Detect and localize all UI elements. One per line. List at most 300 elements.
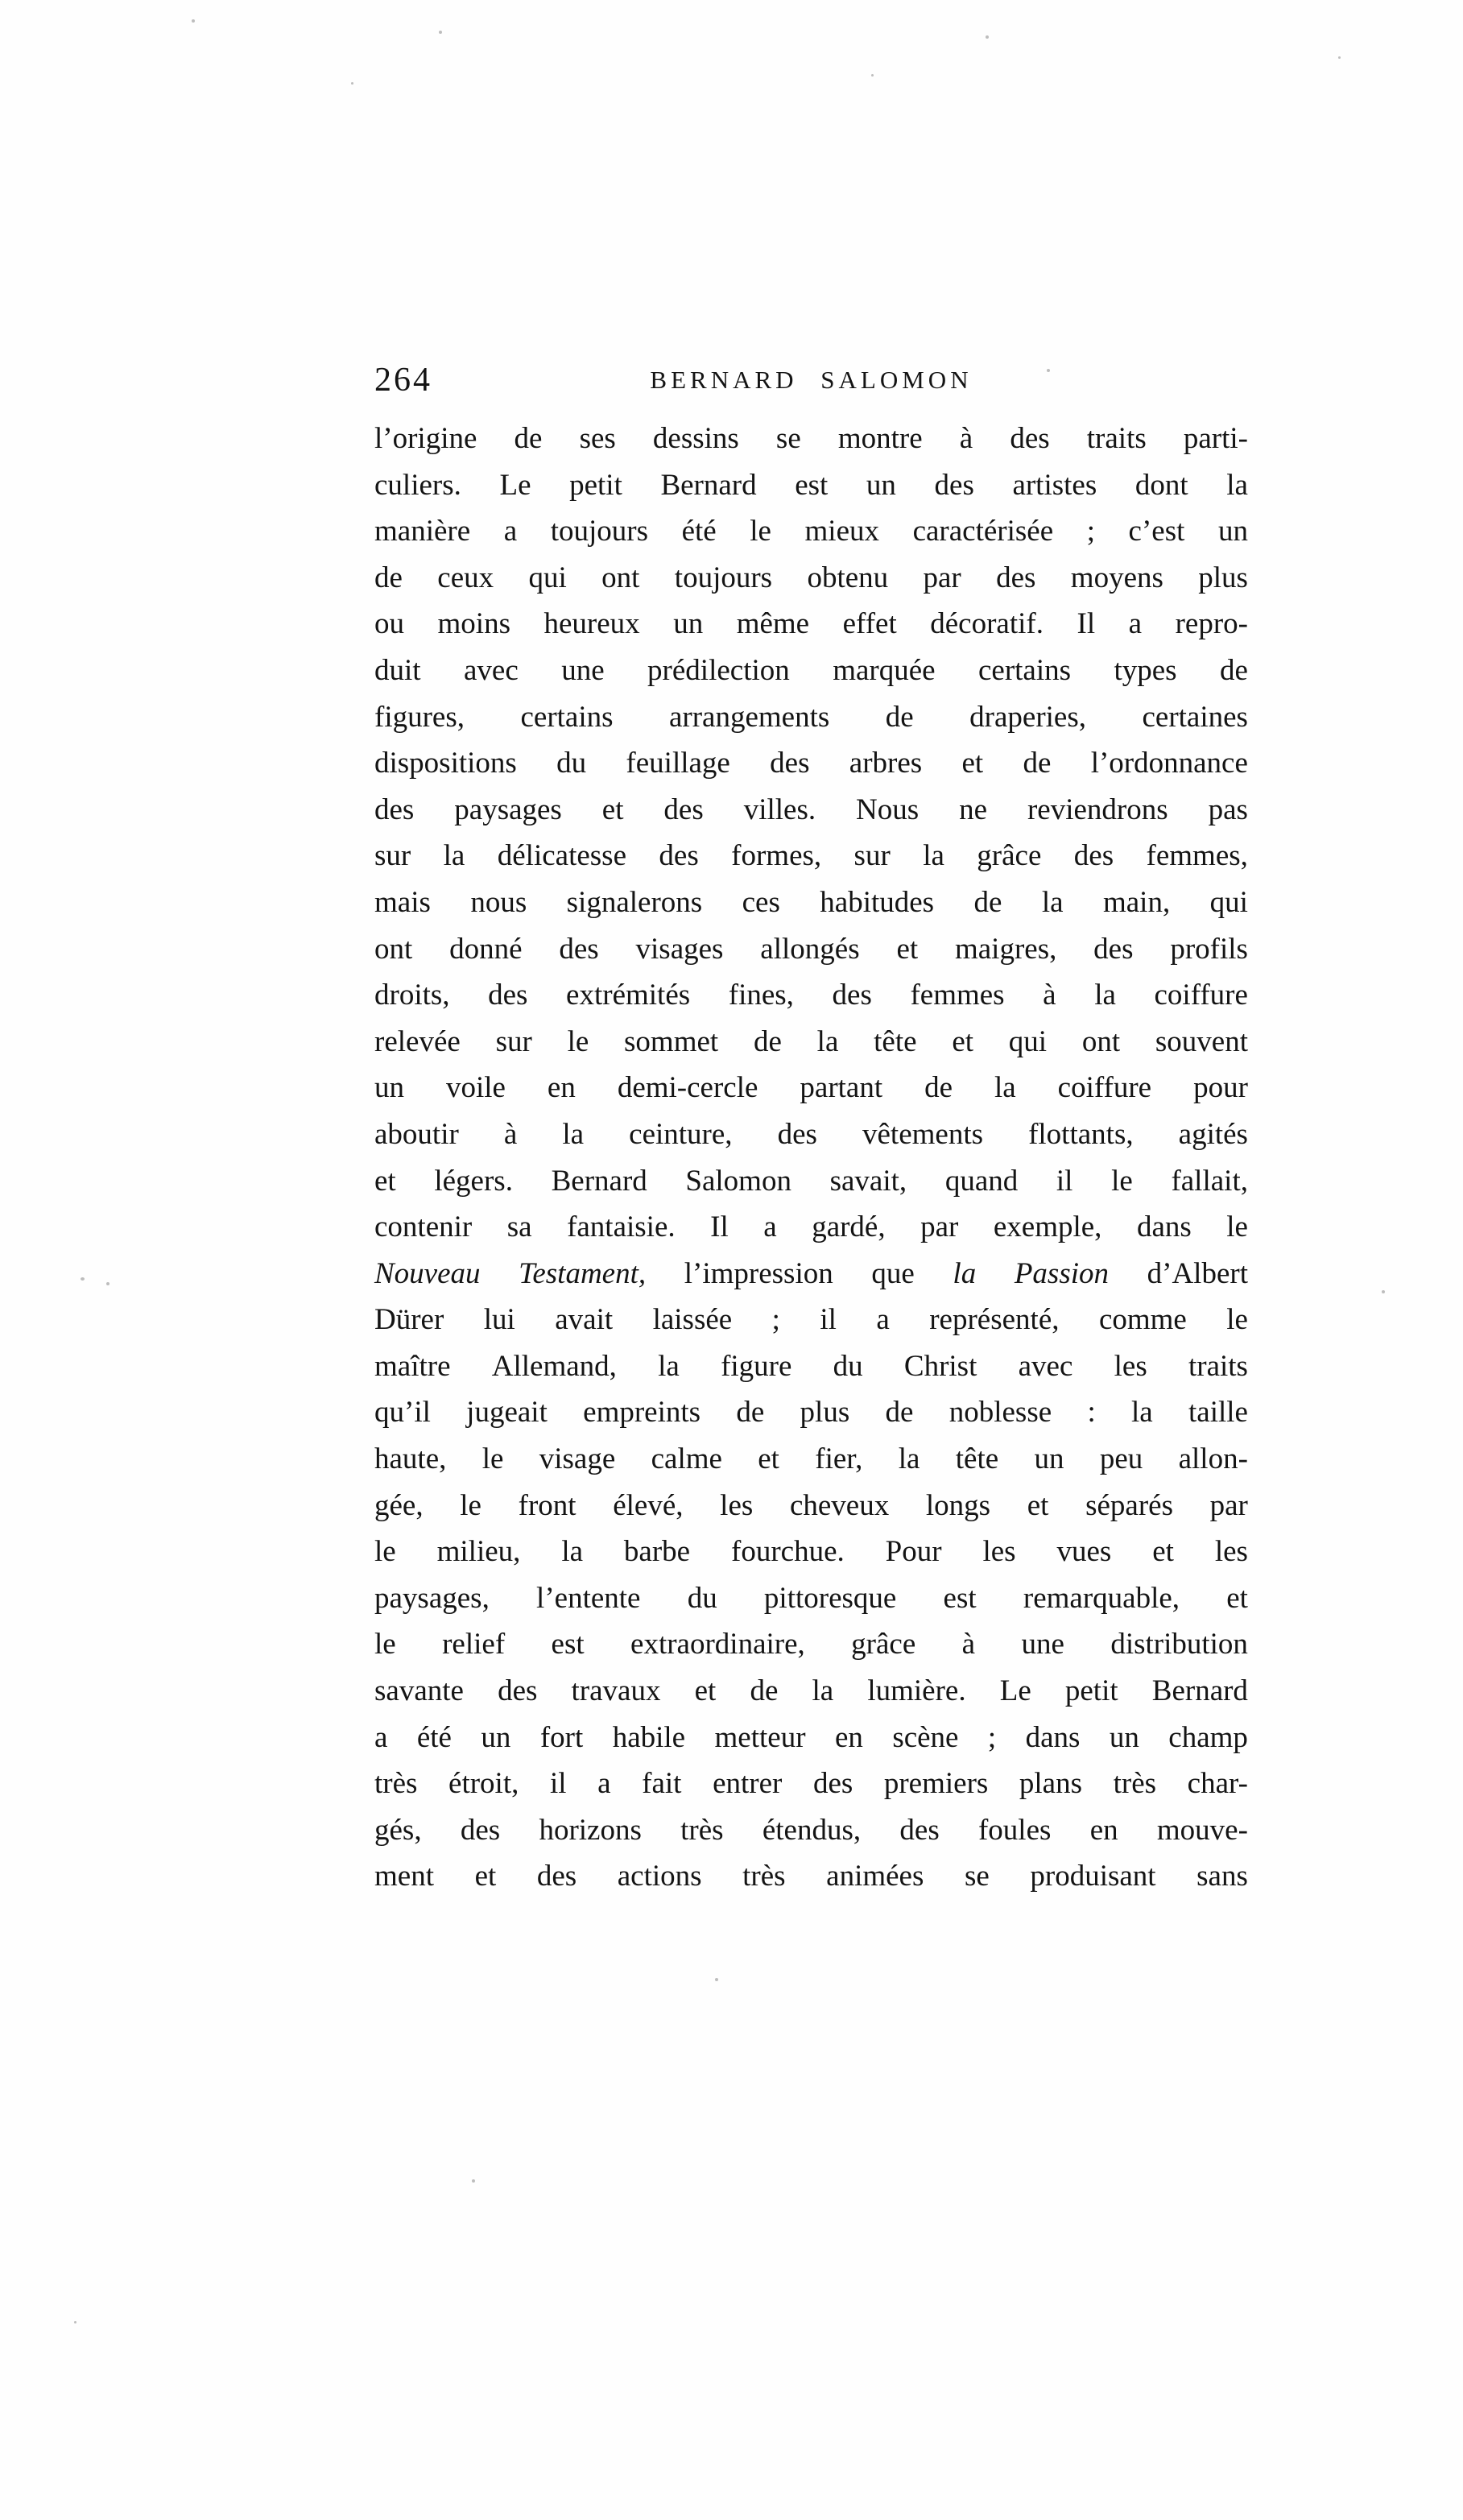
scan-speck <box>74 2321 76 2323</box>
word: la <box>1094 979 1116 1012</box>
word: un <box>1217 515 1248 548</box>
word: dans <box>1136 1210 1192 1244</box>
word: la <box>1226 468 1248 502</box>
word: foules <box>977 1813 1052 1847</box>
word: milieu, <box>436 1535 521 1569</box>
word: longs <box>925 1488 991 1522</box>
word: des <box>663 792 704 826</box>
word: travaux <box>571 1674 661 1708</box>
word: ses <box>579 422 616 455</box>
word: dispositions <box>374 747 517 780</box>
word: des <box>777 1117 817 1151</box>
word: à <box>503 1117 518 1151</box>
word: de <box>973 885 1002 919</box>
scan-speck <box>1338 56 1341 59</box>
word: Il <box>710 1210 729 1244</box>
word: Il <box>1077 607 1096 641</box>
word: le <box>567 1024 589 1058</box>
word: arrangements <box>668 700 830 734</box>
word: des <box>812 1767 853 1801</box>
word: très <box>1113 1767 1157 1801</box>
word: la <box>562 1117 585 1151</box>
word: heureux <box>543 607 640 641</box>
word: un <box>1034 1442 1064 1476</box>
word: produisant <box>1030 1860 1156 1893</box>
word: et <box>1152 1535 1174 1569</box>
word: paysages <box>454 792 562 826</box>
word: nous <box>470 885 527 919</box>
word: aboutir <box>374 1117 459 1151</box>
word: qui <box>528 561 567 594</box>
text-line <box>374 462 1248 509</box>
word: à <box>1043 979 1056 1012</box>
word: extraordinaire, <box>630 1628 805 1661</box>
word: effet <box>842 607 897 641</box>
word: des <box>374 792 415 826</box>
text-line <box>374 555 1248 602</box>
word: Nous <box>856 792 920 826</box>
word: a <box>374 1720 388 1754</box>
text-line <box>374 1251 1248 1297</box>
word: les <box>1114 1349 1147 1383</box>
word: allon- <box>1178 1442 1248 1476</box>
paragraph <box>374 416 1248 1900</box>
word: qui <box>1008 1024 1048 1058</box>
word: par <box>1209 1488 1248 1522</box>
word: un <box>481 1720 511 1754</box>
text-line <box>374 740 1248 787</box>
word: gés, <box>374 1813 422 1847</box>
word: été <box>416 1720 452 1754</box>
word: le <box>750 515 771 548</box>
word: du <box>833 1349 863 1383</box>
word: et <box>694 1674 717 1708</box>
word: grâce <box>977 839 1042 873</box>
word: laissée <box>652 1303 733 1337</box>
text-line <box>374 416 1248 462</box>
text-line <box>374 694 1248 741</box>
word: mieux <box>804 515 879 548</box>
word: a <box>597 1767 611 1801</box>
text-line <box>374 1343 1248 1390</box>
word: sur <box>853 839 891 873</box>
text-line <box>374 1483 1248 1529</box>
word: de <box>1219 653 1248 687</box>
word: moyens <box>1070 561 1163 594</box>
word: la <box>443 839 465 873</box>
scan-speck <box>871 74 874 77</box>
word: paysages, <box>374 1581 490 1615</box>
word: avait <box>555 1303 614 1337</box>
word: feuillage <box>626 747 730 780</box>
word: le <box>374 1628 396 1661</box>
word: la <box>994 1071 1016 1105</box>
word: et <box>1226 1581 1248 1615</box>
word: de <box>753 1024 782 1058</box>
word: obtenu <box>807 561 889 594</box>
text-line <box>374 1019 1248 1066</box>
word: parti- <box>1183 422 1248 455</box>
word: ou <box>374 607 404 641</box>
word: barbe <box>623 1535 691 1569</box>
word: coiffure <box>1154 979 1248 1012</box>
text-line <box>374 1389 1248 1436</box>
word: caractérisée <box>912 515 1054 548</box>
word: dans <box>1025 1720 1081 1754</box>
text-line <box>374 1204 1248 1251</box>
word: délicatesse <box>497 839 626 873</box>
word: vues <box>1056 1535 1112 1569</box>
word: le <box>1111 1164 1133 1198</box>
word: ; <box>771 1303 780 1337</box>
word: des <box>934 468 974 502</box>
word: a <box>876 1303 890 1337</box>
word: une <box>1021 1628 1064 1661</box>
word: représenté, <box>929 1303 1060 1337</box>
word: le <box>481 1442 504 1476</box>
text-line <box>374 1111 1248 1158</box>
word: habitudes <box>820 885 935 919</box>
word: par <box>923 561 961 594</box>
word: des <box>899 1813 940 1847</box>
word: animées <box>826 1860 924 1893</box>
word: figure <box>721 1349 792 1383</box>
word: été <box>681 515 717 548</box>
word: prédilection <box>647 653 790 687</box>
word: a <box>763 1210 777 1244</box>
scan-speck <box>986 35 989 39</box>
word: un <box>673 607 704 641</box>
word: fait <box>642 1767 682 1801</box>
word: exemple, <box>993 1210 1102 1244</box>
page-number: 264 <box>374 362 432 399</box>
word: partant <box>800 1071 883 1105</box>
text-line <box>374 648 1248 694</box>
word: duit <box>374 653 421 687</box>
word: qu’il <box>374 1396 431 1430</box>
word: il <box>1056 1164 1073 1198</box>
word: signalerons <box>566 885 703 919</box>
text-line <box>374 508 1248 555</box>
word: du <box>556 747 587 780</box>
word: vêtements <box>862 1117 984 1151</box>
scan-speck <box>1382 1290 1385 1293</box>
word: ont <box>1081 1024 1121 1058</box>
word: char- <box>1187 1767 1248 1801</box>
word: pas <box>1208 792 1248 826</box>
text-line <box>374 879 1248 926</box>
word: grâce <box>851 1628 916 1661</box>
word: reviendrons <box>1027 792 1168 826</box>
word: par <box>920 1210 959 1244</box>
word: Nouveau <box>374 1256 481 1290</box>
word: séparés <box>1085 1488 1173 1522</box>
word: ne <box>959 792 988 826</box>
word: marquée <box>833 653 936 687</box>
word: est <box>943 1581 977 1615</box>
word: des <box>498 1674 538 1708</box>
word: en <box>1089 1813 1118 1847</box>
word: et <box>474 1860 497 1893</box>
word: front <box>518 1488 577 1522</box>
word: et <box>896 932 919 966</box>
word: des <box>770 747 810 780</box>
word: gardé, <box>812 1210 886 1244</box>
word: décoratif. <box>930 607 1044 641</box>
word: c’est <box>1128 515 1185 548</box>
text-line <box>374 1761 1248 1807</box>
word: flottants, <box>1028 1117 1134 1151</box>
text-line <box>374 833 1248 879</box>
word: visage <box>539 1442 616 1476</box>
word: contenir <box>374 1210 473 1244</box>
text-line <box>374 1436 1248 1483</box>
word: traits <box>1188 1349 1248 1383</box>
word: taille <box>1188 1396 1248 1430</box>
text-line <box>374 1297 1248 1343</box>
word: arbres <box>849 747 923 780</box>
text-block <box>374 361 1248 1900</box>
word: dont <box>1134 468 1188 502</box>
word: ceinture, <box>629 1117 733 1151</box>
word: draperies, <box>969 700 1086 734</box>
scan-speck <box>106 1282 110 1285</box>
word: noblesse <box>948 1396 1052 1430</box>
word: cheveux <box>789 1488 890 1522</box>
word: remarquable, <box>1023 1581 1180 1615</box>
word: fourchue. <box>731 1535 845 1569</box>
word: visages <box>635 932 724 966</box>
word: les <box>982 1535 1016 1569</box>
word: la <box>1131 1396 1153 1430</box>
word: des <box>659 839 699 873</box>
word: certaines <box>1142 700 1248 734</box>
word: droits, <box>374 979 450 1012</box>
scan-speck <box>715 1978 718 1981</box>
word: souvent <box>1155 1024 1248 1058</box>
word: villes. <box>743 792 816 826</box>
word: Passion <box>1014 1256 1110 1290</box>
text-line <box>374 1853 1248 1900</box>
word: maître <box>374 1349 451 1383</box>
text-line <box>374 1529 1248 1575</box>
text-line <box>374 787 1248 834</box>
word: fantaisie. <box>567 1210 676 1244</box>
word: coiffure <box>1057 1071 1152 1105</box>
word: figures, <box>374 700 465 734</box>
word: Bernard <box>660 468 757 502</box>
word: tête <box>874 1024 917 1058</box>
word: des <box>832 979 872 1012</box>
word: le <box>460 1488 481 1522</box>
word: de <box>924 1071 953 1105</box>
word: mais <box>374 885 431 919</box>
word: des <box>488 979 528 1012</box>
word: est <box>551 1628 585 1661</box>
word: et <box>952 1024 974 1058</box>
word: horizons <box>539 1813 642 1847</box>
word: sur <box>374 839 411 873</box>
word: champ <box>1168 1720 1248 1754</box>
word: certains <box>520 700 614 734</box>
word: actions <box>617 1860 702 1893</box>
word: plus <box>1198 561 1248 594</box>
scan-speck <box>192 19 195 23</box>
word: fort <box>539 1720 584 1754</box>
word: sommet <box>624 1024 719 1058</box>
text-line <box>374 926 1248 973</box>
word: de <box>750 1674 779 1708</box>
word: scène <box>892 1720 959 1754</box>
word: allongés <box>760 932 860 966</box>
text-line <box>374 601 1248 648</box>
word: le <box>374 1535 396 1569</box>
word: l’ordonnance <box>1090 747 1248 780</box>
word: plus <box>800 1396 850 1430</box>
word: du <box>687 1581 717 1615</box>
word: sans <box>1196 1860 1248 1893</box>
word: femmes, <box>1146 839 1248 873</box>
word: et <box>601 792 624 826</box>
word: petit <box>569 468 622 502</box>
word: culiers. <box>374 468 461 502</box>
word: de <box>736 1396 765 1430</box>
word: calme <box>651 1442 722 1476</box>
word: la <box>561 1535 584 1569</box>
word: en <box>834 1720 863 1754</box>
word: très <box>374 1767 418 1801</box>
word: d’Albert <box>1147 1256 1248 1290</box>
word: Le <box>499 468 531 502</box>
word: Salomon <box>685 1164 791 1198</box>
word: et <box>1027 1488 1049 1522</box>
word: sur <box>495 1024 532 1058</box>
word: se <box>964 1860 990 1893</box>
word: sa <box>506 1210 532 1244</box>
word: Le <box>999 1674 1031 1708</box>
word: et <box>374 1164 396 1198</box>
word: des <box>559 932 599 966</box>
word: la <box>953 1256 977 1290</box>
word: empreints <box>583 1396 701 1430</box>
word: savante <box>374 1674 464 1708</box>
word: premiers <box>883 1767 989 1801</box>
text-line <box>374 1621 1248 1668</box>
word: la <box>658 1349 680 1383</box>
word: extrémités <box>566 979 691 1012</box>
word: de <box>514 422 543 455</box>
word: Bernard <box>1151 1674 1248 1708</box>
word: qui <box>1209 885 1248 919</box>
word: ; <box>987 1720 997 1754</box>
word: des <box>1093 932 1134 966</box>
word: metteur <box>714 1720 806 1754</box>
word: à <box>961 1628 976 1661</box>
text-line <box>374 1668 1248 1715</box>
word: : <box>1087 1396 1096 1430</box>
word: de <box>885 1396 914 1430</box>
word: Pour <box>885 1535 942 1569</box>
word: le <box>1226 1303 1248 1337</box>
word: de <box>374 561 403 594</box>
word: toujours <box>550 515 648 548</box>
word: les <box>1214 1535 1248 1569</box>
word: la <box>1041 885 1064 919</box>
word: manière <box>374 515 471 548</box>
word: de <box>885 700 914 734</box>
word: ont <box>374 932 413 966</box>
word: la <box>923 839 944 873</box>
word: agités <box>1178 1117 1248 1151</box>
word: lumière. <box>867 1674 966 1708</box>
word: à <box>959 422 973 455</box>
word: est <box>795 468 829 502</box>
word: petit <box>1064 1674 1118 1708</box>
word: artistes <box>1012 468 1097 502</box>
word: fines, <box>728 979 794 1012</box>
word: élevé, <box>613 1488 684 1522</box>
word: comme <box>1098 1303 1187 1337</box>
word: peu <box>1099 1442 1143 1476</box>
word: a <box>1128 607 1143 641</box>
word: entrer <box>713 1767 783 1801</box>
word: donné <box>449 932 523 966</box>
word: ont <box>601 561 640 594</box>
word: même <box>736 607 810 641</box>
word: Dürer <box>374 1303 444 1337</box>
text-line <box>374 1807 1248 1854</box>
word: l’entente <box>536 1581 641 1615</box>
word: fier, <box>815 1442 863 1476</box>
word: relief <box>442 1628 506 1661</box>
word: femmes <box>910 979 1005 1012</box>
word: se <box>775 422 801 455</box>
scan-speck <box>351 82 353 85</box>
word: demi-cercle <box>617 1071 758 1105</box>
word: légers. <box>434 1164 513 1198</box>
word: pour <box>1193 1071 1248 1105</box>
word: jugeait <box>466 1396 548 1430</box>
word: tête <box>955 1442 999 1476</box>
word: et <box>961 747 984 780</box>
word: que <box>871 1256 915 1290</box>
scan-speck <box>439 31 442 34</box>
word: plans <box>1019 1767 1083 1801</box>
word: formes, <box>731 839 822 873</box>
word: traits <box>1086 422 1147 455</box>
word: haute, <box>374 1442 447 1476</box>
word: fallait, <box>1171 1164 1248 1198</box>
word: des <box>460 1813 501 1847</box>
word: mouve- <box>1156 1813 1248 1847</box>
word: et <box>758 1442 779 1476</box>
text-line <box>374 972 1248 1019</box>
word: un <box>1109 1720 1139 1754</box>
word: des <box>1073 839 1114 873</box>
text-line <box>374 1715 1248 1761</box>
word: relevée <box>374 1024 461 1058</box>
word: très <box>680 1813 724 1847</box>
word: pittoresque <box>763 1581 897 1615</box>
word: montre <box>837 422 923 455</box>
page-header <box>374 361 1248 403</box>
scan-speck <box>81 1277 85 1281</box>
word: étroit, <box>448 1767 519 1801</box>
word: la <box>816 1024 839 1058</box>
word: une <box>561 653 605 687</box>
word: savait, <box>829 1164 907 1198</box>
word: des <box>996 561 1036 594</box>
